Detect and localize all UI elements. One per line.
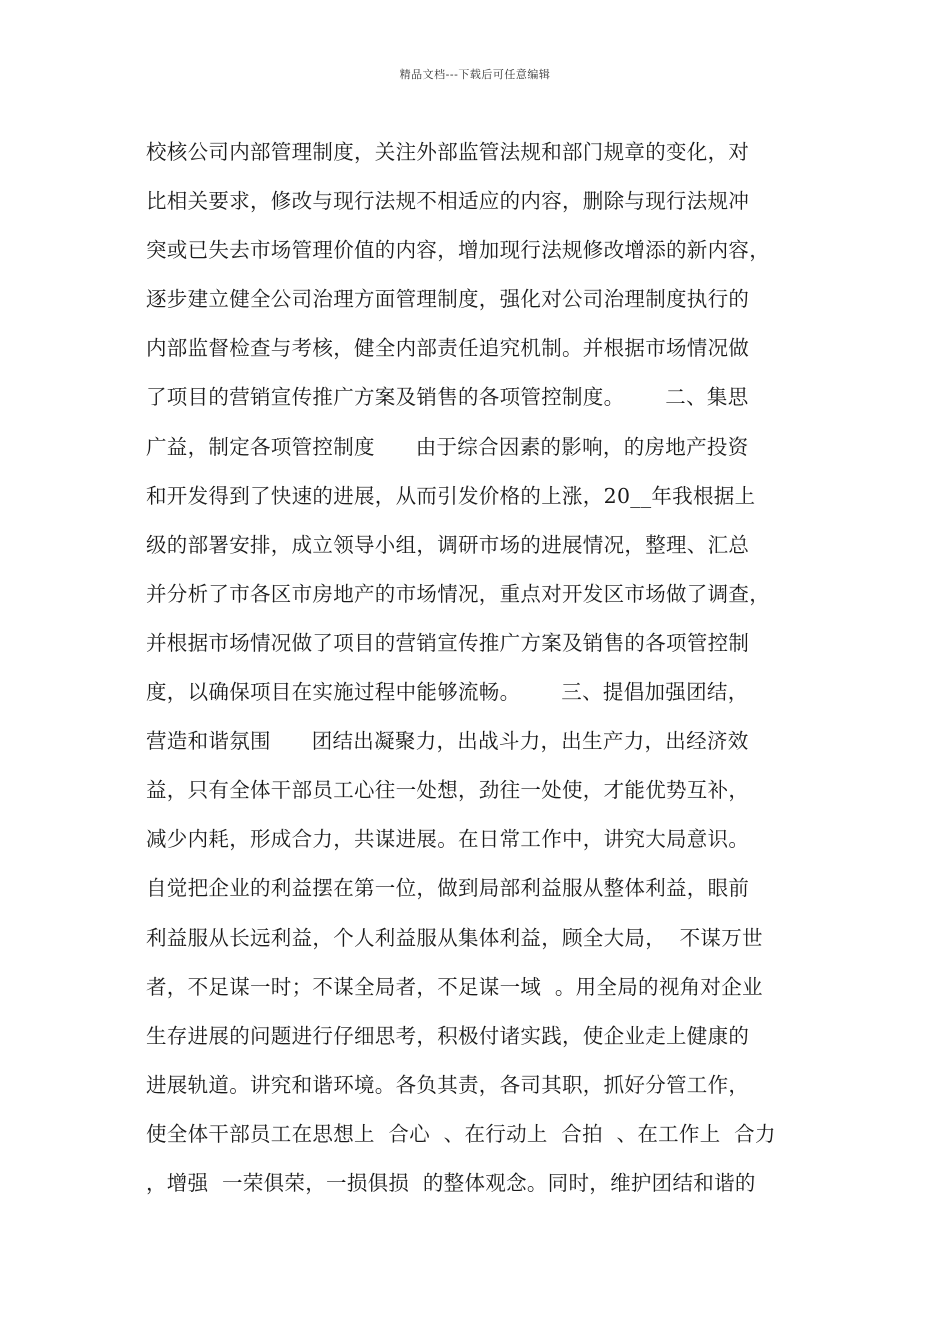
text-line: 级的部署安排，成立领导小组，调研市场的进展情况，整理、汇总 [146, 532, 750, 557]
text-line: 度，以确保项目在实施过程中能够流畅。 三、提倡加强团结， [146, 680, 749, 705]
text-line: 利益服从长远利益，个人利益服从集体利益，顾全大局， 不谋万世 [146, 925, 763, 950]
text-line: ，增强 一荣俱荣，一损俱损 的整体观念。同时，维护团结和谐的 [146, 1170, 756, 1195]
text-line: 比相关要求，修改与现行法规不相适应的内容，删除与现行法规冲 [146, 189, 750, 214]
text-line: 使全体干部员工在思想上 合心 、在行动上 合拍 、在工作上 合力 [146, 1121, 776, 1146]
text-line: 进展轨道。讲究和谐环境。各负其责，各司其职，抓好分管工作， [146, 1072, 750, 1097]
text-line: 并根据市场情况做了项目的营销宣传推广方案及销售的各项管控制 [146, 630, 750, 655]
text-line: 逐步建立健全公司治理方面管理制度，强化对公司治理制度执行的 [146, 287, 750, 312]
text-line: 了项目的营销宣传推广方案及销售的各项管控制度。 二、集思 [146, 385, 749, 410]
text-line: 生存进展的问题进行仔细思考，积极付诸实践，使企业走上健康的 [146, 1023, 750, 1048]
text-line: 者，不足谋一时；不谋全局者，不足谋一域 。用全局的视角对企业 [146, 974, 763, 999]
text-line: 和开发得到了快速的进展，从而引发价格的上涨，20__年我根据上 [146, 483, 756, 508]
text-line: 减少内耗，形成合力，共谋进展。在日常工作中，讲究大局意识。 [146, 827, 750, 852]
page-header: 精品文档---下载后可任意编辑 [399, 68, 551, 81]
body-text [146, 134, 846, 1214]
text-line: 益，只有全体干部员工心往一处想，劲往一处使，才能优势互补， [146, 778, 750, 803]
text-line: 内部监督检查与考核，健全内部责任追究机制。并根据市场情况做 [146, 336, 750, 361]
text-line: 突或已失去市场管理价值的内容，增加现行法规修改增添的新内容， [146, 238, 770, 263]
text-line: 并分析了市各区市房地产的市场情况，重点对开发区市场做了调查， [146, 581, 770, 606]
text-line: 营造和谐氛围 团结出凝聚力，出战斗力，出生产力，出经济效 [146, 729, 749, 754]
text-line: 广益，制定各项管控制度 由于综合因素的影响，的房地产投资 [146, 434, 749, 459]
text-line: 自觉把企业的利益摆在第一位，做到局部利益服从整体利益，眼前 [146, 876, 750, 901]
text-line: 校核公司内部管理制度，关注外部监管法规和部门规章的变化，对 [146, 140, 750, 164]
